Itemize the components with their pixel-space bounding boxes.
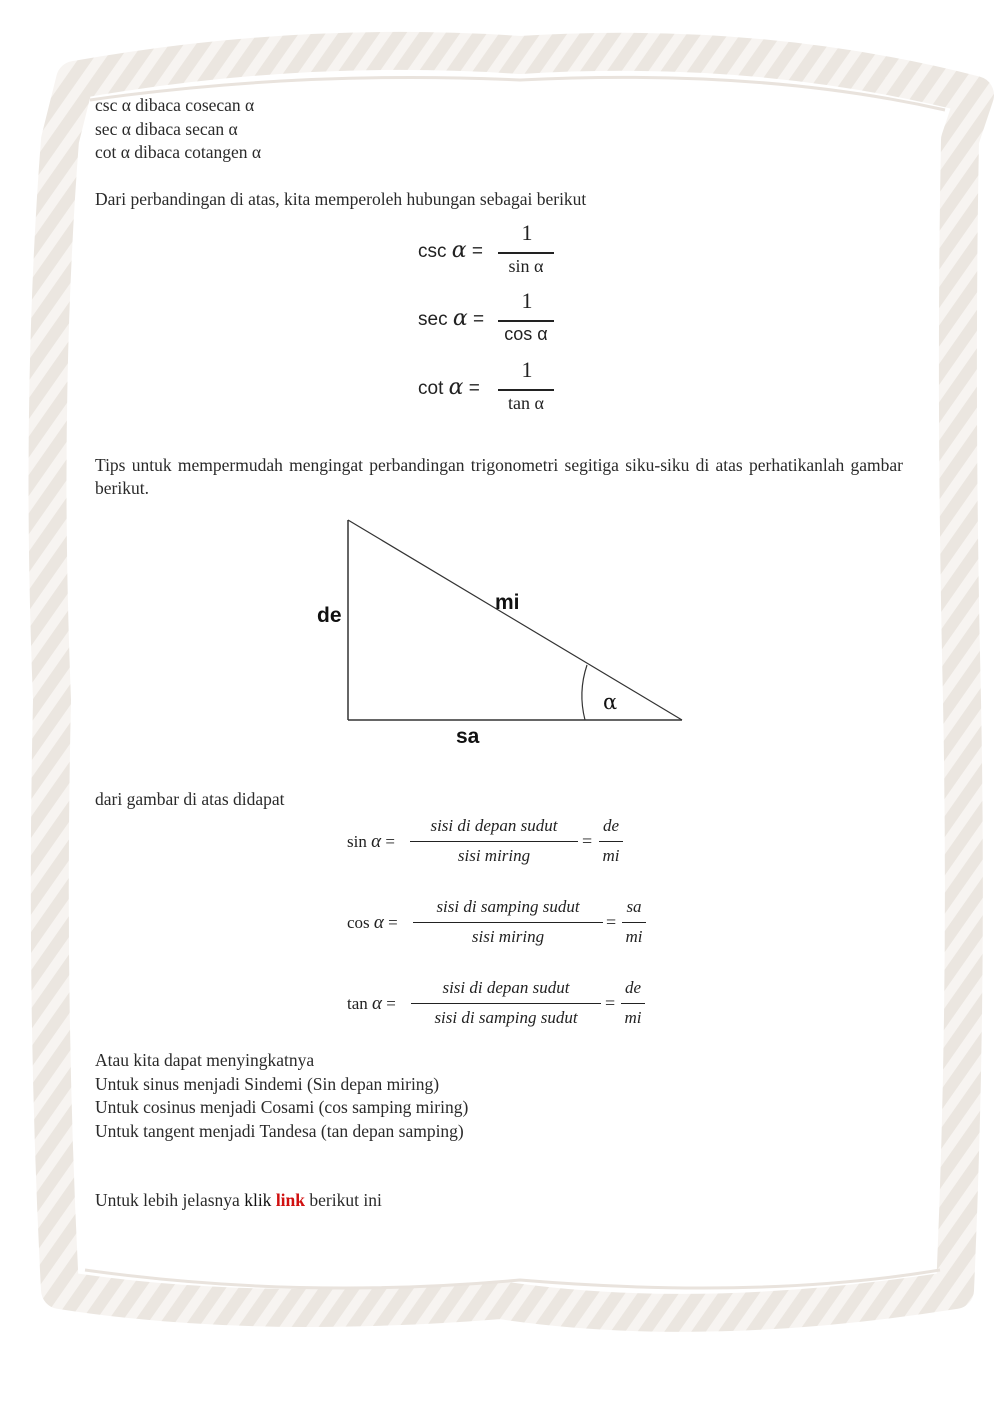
tips-paragraph: Tips untuk mempermudah mengingat perbandingan trigonometri segitiga siku-siku di atas perhatikanlah gambar berikut.	[95, 455, 903, 498]
ratio-lhs-symbol: α	[372, 993, 383, 1014]
link-line-prefix: Untuk lebih jelasnya	[95, 1190, 245, 1210]
ratio-abbr-denominator: mi	[602, 846, 620, 865]
label-de: de	[317, 604, 342, 627]
formula-lhs-symbol: α	[451, 238, 467, 263]
formula-lhs-symbol: α	[452, 306, 468, 331]
equals-sign: =	[582, 831, 593, 851]
link-line-suffix: berikut ini	[305, 1190, 382, 1210]
ratio-lhs-func: tan	[347, 994, 368, 1013]
fraction-bar	[622, 922, 646, 923]
fraction-bar	[411, 1003, 601, 1004]
ratio-abbr-denominator: mi	[625, 927, 643, 946]
shortcut-intro-line: Atau kita dapat menyingkatnya	[95, 1050, 315, 1070]
ratio-word-denominator: sisi miring	[471, 927, 545, 946]
side-hypotenuse-line	[348, 520, 682, 720]
formula-denominator: sin α	[508, 256, 544, 276]
angle-arc	[582, 665, 587, 720]
link-anchor[interactable]: link	[275, 1190, 306, 1210]
intro-line-csc: csc α dibaca cosecan α	[95, 95, 255, 115]
ratio-word-numerator: sisi di depan sudut	[430, 816, 558, 835]
ratio-word-numerator: sisi di samping sudut	[436, 897, 580, 916]
shortcut-cosami-line: Untuk cosinus menjadi Cosami (cos samping miring)	[95, 1097, 469, 1117]
ratio-lhs-symbol: α	[371, 831, 382, 852]
formula-lhs-func: csc	[418, 241, 447, 262]
link-line-klik: klik	[244, 1190, 272, 1210]
ratio-abbr-numerator: de	[602, 816, 620, 835]
formula-lhs-func: cot	[418, 378, 444, 399]
fraction-bar	[599, 841, 623, 842]
intro-line-sec: sec α dibaca secan α	[95, 119, 238, 139]
formula-denominator: cos α	[504, 324, 548, 344]
ratio-lhs-symbol: α	[373, 912, 384, 933]
ratio-abbr-denominator: mi	[624, 1008, 642, 1027]
derived-intro-text: dari gambar di atas didapat	[95, 789, 285, 809]
ratio-lhs-func: cos	[347, 913, 370, 932]
label-sa: sa	[456, 725, 480, 748]
relation-intro-text: Dari perbandingan di atas, kita memperoleh hubungan sebagai berikut	[95, 189, 587, 209]
fraction-bar	[498, 320, 554, 322]
right-triangle-diagram	[300, 505, 700, 765]
ratio-word-denominator: sisi di samping sudut	[434, 1008, 578, 1027]
formula-denominator: tan α	[508, 393, 544, 413]
fraction-bar	[410, 841, 578, 842]
ratio-word-denominator: sisi miring	[457, 846, 531, 865]
formula-lhs-func: sec	[418, 309, 448, 330]
label-mi: mi	[495, 591, 520, 614]
fraction-bar	[413, 922, 603, 923]
equals-sign: =	[605, 993, 616, 1013]
formula-numerator: 1	[521, 288, 533, 313]
ratio-word-numerator: sisi di depan sudut	[442, 978, 570, 997]
shortcut-tandesa-line: Untuk tangent menjadi Tandesa (tan depan samping)	[95, 1121, 464, 1141]
equals-sign: =	[606, 912, 617, 932]
intro-line-cot: cot α dibaca cotangen α	[95, 142, 262, 162]
label-alpha: α	[603, 690, 618, 714]
formula-numerator: 1	[521, 357, 533, 382]
fraction-bar	[621, 1003, 645, 1004]
ratio-abbr-numerator: de	[624, 978, 642, 997]
link-line	[95, 1189, 382, 1212]
fraction-bar	[498, 252, 554, 254]
formula-lhs-symbol: α	[448, 375, 464, 400]
ratio-lhs-func: sin	[347, 832, 367, 851]
formula-numerator: 1	[521, 220, 533, 245]
fraction-bar	[498, 389, 554, 391]
ratio-abbr-numerator: sa	[626, 897, 642, 916]
shortcut-sindemi-line: Untuk sinus menjadi Sindemi (Sin depan miring)	[95, 1074, 440, 1094]
